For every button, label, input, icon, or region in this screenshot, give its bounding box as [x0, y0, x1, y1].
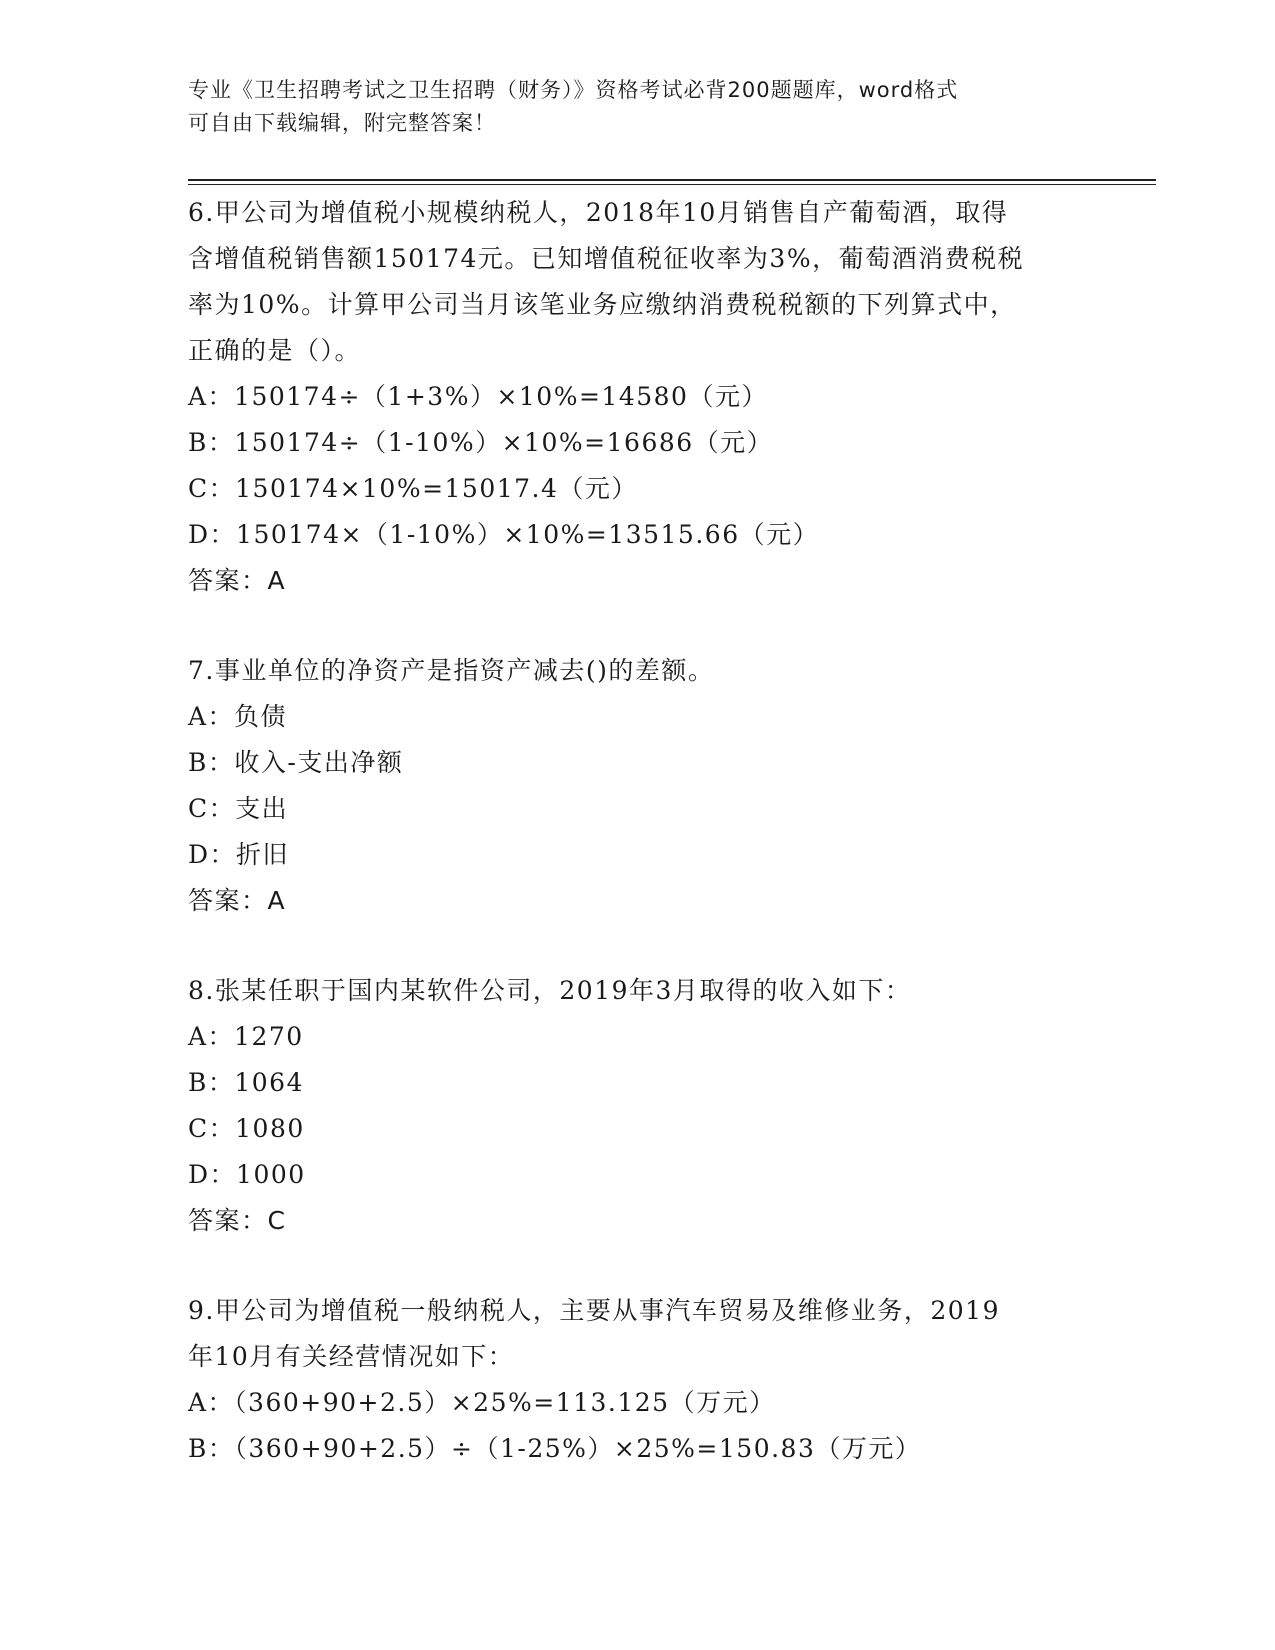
option-c: C：1080 — [188, 1114, 305, 1143]
question-stem-line: 含增值税销售额150174元。已知增值税征收率为3%，葡萄酒消费税税 — [188, 244, 1025, 273]
header-line-1: 专业《卫生招聘考试之卫生招聘（财务）》资格考试必背200题题库，word格式 — [188, 78, 959, 102]
option-c: C：150174×10%=15017.4（元） — [188, 474, 638, 503]
answer-line: 答案：A — [188, 566, 287, 595]
header-divider-thin — [188, 184, 1156, 185]
question-stem-line: 率为10%。计算甲公司当月该笔业务应缴纳消费税税额的下列算式中， — [188, 290, 1017, 319]
question-list — [188, 190, 1088, 1472]
question-stem-line: 8.张某任职于国内某软件公司，2019年3月取得的收入如下： — [188, 976, 912, 1005]
option-a: A：150174÷（1+3%）×10%=14580（元） — [188, 382, 768, 411]
header-line-2: 可自由下载编辑，附完整答案！ — [188, 111, 496, 135]
question-stem-line: 正确的是（）。 — [188, 336, 362, 365]
option-d: D：150174×（1-10%）×10%=13515.66（元） — [188, 520, 820, 549]
option-b: B：收入-支出净额 — [188, 748, 404, 777]
question-6 — [188, 190, 1088, 604]
option-d: D：1000 — [188, 1160, 306, 1189]
question-stem-line: 6.甲公司为增值税小规模纳税人，2018年10月销售自产葡萄酒，取得 — [188, 198, 1009, 227]
option-b: B：1064 — [188, 1068, 304, 1097]
question-stem-line: 年10月有关经营情况如下： — [188, 1342, 515, 1371]
question-9 — [188, 1288, 1088, 1472]
question-7 — [188, 648, 1088, 924]
question-stem-line: 9.甲公司为增值税一般纳税人，主要从事汽车贸易及维修业务，2019 — [188, 1296, 1000, 1325]
answer-line: 答案：A — [188, 886, 287, 915]
option-c: C：支出 — [188, 794, 289, 823]
option-a: A：负债 — [188, 702, 288, 731]
question-stem-line: 7.事业单位的净资产是指资产减去()的差额。 — [188, 656, 715, 685]
document-header — [188, 74, 1088, 140]
option-a: A：（360+90+2.5）×25%=113.125（万元） — [188, 1388, 776, 1417]
answer-line: 答案：C — [188, 1206, 287, 1235]
option-b: B：（360+90+2.5）÷（1-25%）×25%=150.83（万元） — [188, 1434, 922, 1463]
question-8 — [188, 968, 1088, 1244]
option-b: B：150174÷（1-10%）×10%=16686（元） — [188, 428, 774, 457]
header-divider-thick — [188, 179, 1156, 181]
option-a: A：1270 — [188, 1022, 304, 1051]
option-d: D：折旧 — [188, 840, 290, 869]
